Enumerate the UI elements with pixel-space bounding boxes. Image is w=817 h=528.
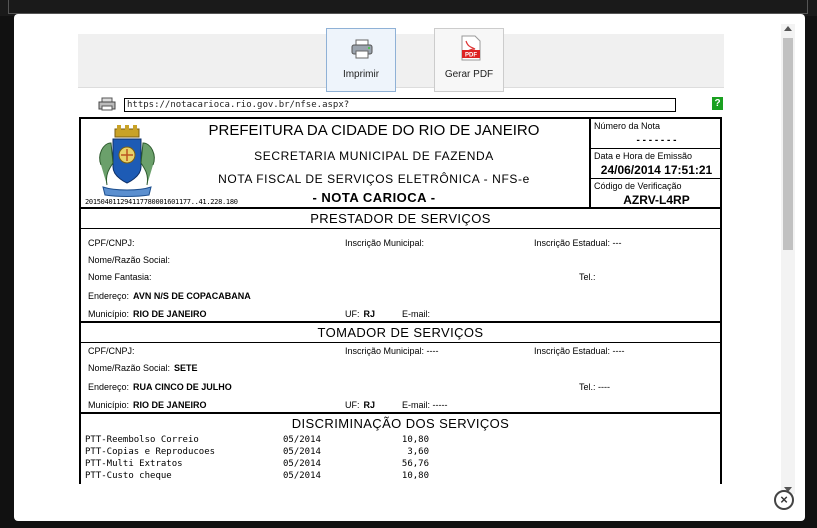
secretaria-title: SECRETARIA MUNICIPAL DE FAZENDA	[254, 149, 494, 163]
printer-icon	[351, 39, 373, 59]
tomador-uf-label: UF:	[345, 400, 360, 410]
tomador-im-label: Inscrição Municipal: ----	[345, 346, 439, 356]
rio-coat-of-arms-icon	[95, 125, 159, 199]
tomador-endereco-value: RUA CINCO DE JULHO	[133, 382, 232, 392]
prestador-endereco-value: AVN N/S DE COPACABANA	[133, 291, 251, 301]
service-value: 3,60	[407, 447, 429, 457]
prestador-municipio-label: Município:	[88, 309, 130, 319]
prestador-cpf-label: CPF/CNPJ:	[88, 238, 135, 248]
scroll-up-icon[interactable]	[784, 26, 792, 31]
service-period: 05/2014	[283, 471, 321, 481]
url-bar	[98, 97, 728, 113]
section-separator	[81, 321, 720, 323]
nfse-modal	[14, 14, 805, 521]
print-button-label: Imprimir	[342, 69, 380, 80]
tomador-uf	[345, 400, 375, 410]
pdf-icon	[461, 35, 481, 61]
scroll-thumb[interactable]	[783, 38, 793, 250]
pdf-icon-text: PDF	[465, 52, 477, 59]
tomador-title: TOMADOR DE SERVIÇOS	[81, 325, 720, 343]
service-desc: PTT-Reembolso Correio	[85, 435, 199, 445]
tomador-endereco	[88, 382, 232, 392]
prefeitura-title: PREFEITURA DA CIDADE DO RIO DE JANEIRO	[208, 122, 540, 139]
codigo-verificacao-value: AZRV-L4RP	[623, 193, 690, 207]
barcode-text: 201504011294117780001601177..41.228.180	[85, 198, 238, 206]
service-period: 05/2014	[283, 459, 321, 469]
service-desc: PTT-Copias e Reproducoes	[85, 447, 216, 457]
discriminacao-title: DISCRIMINAÇÃO DOS SERVIÇOS	[291, 416, 510, 431]
service-period: 05/2014	[283, 435, 321, 445]
tomador-email-label: E-mail: -----	[402, 400, 448, 410]
tomador-nome	[88, 363, 198, 373]
data-emissao-cell	[591, 149, 722, 179]
section-separator	[81, 412, 720, 414]
tomador-tel-label: Tel.: ----	[579, 382, 610, 392]
service-value: 10,80	[401, 435, 429, 445]
prestador-tel-label: Tel.:	[579, 272, 596, 282]
tomador-cpf-label: CPF/CNPJ:	[88, 346, 135, 356]
prestador-municipio-value: RIO DE JANEIRO	[133, 309, 207, 319]
nfse-title: NOTA FISCAL DE SERVIÇOS ELETRÔNICA - NFS-e	[218, 172, 530, 186]
service-period: 05/2014	[283, 447, 321, 457]
prestador-title: PRESTADOR DE SERVIÇOS	[81, 211, 720, 229]
tomador-endereco-label: Endereço:	[88, 382, 130, 392]
vertical-scrollbar[interactable]	[781, 24, 795, 494]
service-desc: PTT-Custo cheque	[85, 471, 172, 481]
codigo-verificacao-label: Código de Verificação	[594, 181, 682, 191]
prestador-uf	[345, 309, 375, 319]
prestador-email-label: E-mail:	[402, 309, 431, 319]
print-button[interactable]	[326, 28, 396, 92]
pdf-button[interactable]	[434, 28, 504, 92]
tomador-ie-label: Inscrição Estadual: ----	[534, 346, 625, 356]
service-value: 10,80	[401, 471, 429, 481]
tomador-municipio-label: Município:	[88, 400, 130, 410]
pdf-button-label: Gerar PDF	[444, 69, 494, 80]
service-value: 56,76	[401, 459, 429, 469]
prestador-ie-label: Inscrição Estadual: ---	[534, 238, 622, 248]
tomador-uf-value: RJ	[363, 400, 376, 410]
data-emissao-value: 24/06/2014 17:51:21	[600, 163, 713, 177]
note-info-box	[589, 119, 720, 209]
prestador-uf-label: UF:	[345, 309, 360, 319]
prestador-fantasia-label: Nome Fantasia:	[88, 272, 152, 282]
modal-content	[14, 14, 784, 484]
service-desc: PTT-Multi Extratos	[85, 459, 183, 469]
numero-nota-value: - - - - - - -	[636, 135, 677, 146]
prestador-endereco	[88, 291, 251, 301]
prestador-uf-value: RJ	[363, 309, 376, 319]
tomador-nome-label: Nome/Razão Social:	[88, 363, 171, 373]
document-header	[81, 119, 720, 209]
numero-nota-cell	[591, 119, 722, 149]
tomador-municipio-value: RIO DE JANEIRO	[133, 400, 207, 410]
tomador-nome-value: SETE	[174, 363, 198, 373]
link-icon	[98, 97, 116, 111]
numero-nota-label: Número da Nota	[594, 121, 661, 131]
nfse-document	[79, 117, 722, 484]
url-field[interactable]: https://notacarioca.rio.gov.br/nfse.aspx?	[124, 98, 676, 112]
print-toolbar	[78, 34, 724, 88]
prestador-im-label: Inscrição Municipal:	[345, 238, 425, 248]
prestador-municipio	[88, 309, 207, 319]
prestador-endereco-label: Endereço:	[88, 291, 130, 301]
help-icon[interactable]: ?	[712, 97, 723, 110]
tomador-municipio	[88, 400, 207, 410]
close-icon[interactable]: ×	[774, 490, 794, 510]
codigo-verificacao-cell	[591, 179, 722, 209]
prestador-nome-label: Nome/Razão Social:	[88, 255, 171, 265]
nota-carioca-title: - NOTA CARIOCA -	[312, 190, 436, 205]
data-emissao-label: Data e Hora de Emissão	[594, 151, 693, 161]
